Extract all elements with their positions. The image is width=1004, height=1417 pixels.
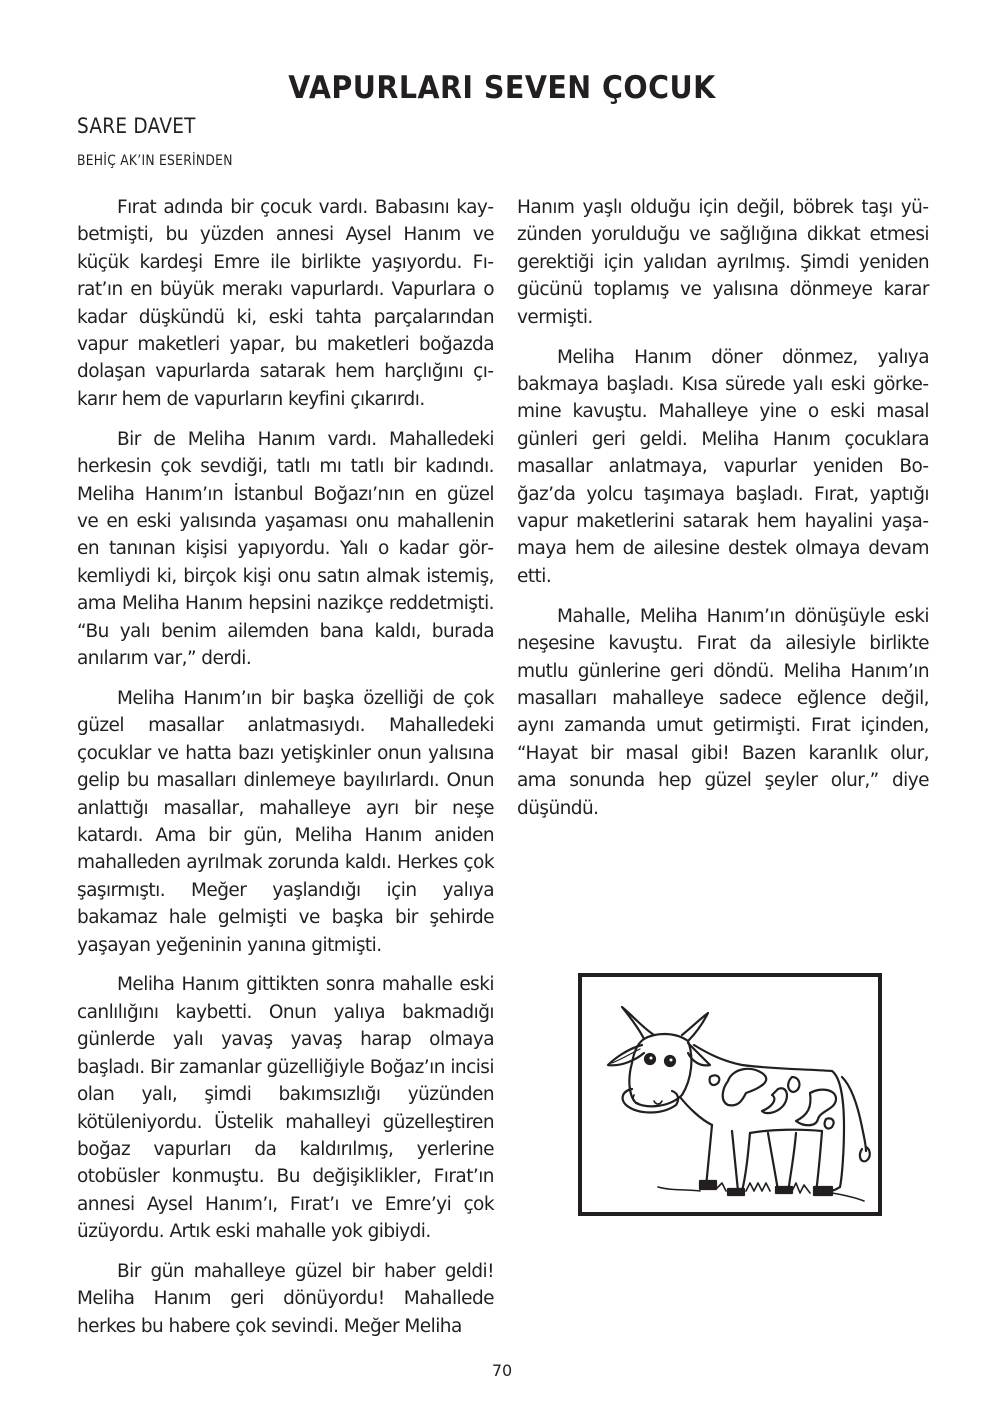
cow-illustration-frame [578, 973, 882, 1216]
paragraph-continued: Hanım yaşlı olduğu için değil, böbrek taşı yüzünden yorulduğu ve sağlığına dikkat etmesi gerektiği için yalıdan ayrılmış. Şimdi yeniden gücünü toplamış ve yalısına dönmeye karar vermişti. [517, 197, 929, 328]
page-number: 70 [491, 1361, 513, 1380]
text-column-left [77, 194, 494, 1353]
text-column-right [517, 194, 929, 834]
paragraph: Fırat adında bir çocuk vardı. Babasını kaybetmişti, bu yüzden annesi Aysel Hanım ve küçük kardeşi Emre ile birlikte yaşıyordu. Fırat’ın en büyük merakı vapurlardı. Vapurlara o kadar düşkündü ki, eski tahta parçalarından vapur maketleri yapar, bu maketleri boğazda dolaşan vapurlarda satarak hem harçlığını çıkarır hem de vapurların keyfini çıkarırdı. [77, 197, 494, 410]
paragraph: Meliha Hanım gittikten sonra mahalle eski canlılığını kaybetti. Onun yalıya bakmadığı günlerde yalı yavaş yavaş harap olmaya başladı. Bir zamanlar güzelliğiyle Boğaz’ın incisi olan yalı, şimdi bakımsızlığı yüzünden kötüleniyordu. Üstelik mahalleyi güzelleştiren boğaz vapurları da kaldırılmış, yerlerine otobüsler konmuştu. Bu değişiklikler, Fırat’ın annesi Aysel Hanım’ı, Fırat’ı ve Emre’yi çok üzüyordu. Artık eski mahalle yok gibiydi. [77, 974, 494, 1243]
paragraph: Meliha Hanım döner dönmez, yalıya bakmaya başladı. Kısa sürede yalı eski görkemine kavuştu. Mahalleye yine o eski masal günleri geri geldi. Meliha Hanım çocuklara masallar anlatmaya, vapurlar yeniden Boğaz’da yolcu taşımaya başladı. Fırat, yaptığı vapur maketlerini satarak hem hayalini yaşamaya hem de ailesine destek olmaya devam etti. [517, 346, 929, 587]
paragraph: Bir gün mahalleye güzel bir haber geldi! Meliha Hanım geri dönüyordu! Mahallede herkes bu habere çok sevindi. Meğer Meliha [77, 1261, 494, 1337]
story-title: VAPURLARI SEVEN ÇOCUK [288, 70, 716, 106]
paragraph: Meliha Hanım’ın bir başka özelliği de çok güzel masallar anlatmasıydı. Mahalledeki çocuklar ve hatta bazı yetişkinler onun yalısına gelip bu masalları dinlemeye bayılırlardı. Onun anlattığı masallar, mahalleye ayrı bir neşe katardı. Ama bir gün, Meliha Hanım aniden mahalleden ayrılmak zorunda kaldı. Herkes çok şaşırmıştı. Meğer yaşlandığı için yalıya bakamaz hale gelmişti ve başka bir şehirde yaşayan yeğeninin yanına gitmişti. [77, 687, 494, 956]
paragraph: Mahalle, Meliha Hanım’ın dönüşüyle eski neşesine kavuştu. Fırat da ailesiyle birlikte mutlu günlerine geri döndü. Meliha Hanım’ın masalları mahalleye sadece eğlence değil, aynı zamanda umut getirmişti. Fırat içinden, “Hayat bir masal gibi! Bazen karanlık olur, ama sonunda hep güzel şeyler olur,” diye düşündü. [517, 605, 929, 819]
cow-drawing-icon [582, 977, 878, 1212]
paragraph: Bir de Meliha Hanım vardı. Mahalledeki herkesin çok sevdiği, tatlı mı tatlı bir kadındı. Meliha Hanım’ın İstanbul Boğazı’nın en güzel ve en eski yalısında yaşaması onu mahallenin en tanınan kişisi yapıyordu. Yalı o kadar görkemliydi ki, birçok kişi onu satın almak istemiş, ama Meliha Hanım hepsini nazikçe reddetmişti. “Bu yalı benim ailemden bana kaldı, burada anılarım var,” derdi. [77, 428, 494, 669]
source-credit: BEHİÇ AK’IN ESERİNDEN [77, 153, 233, 169]
author-name: SARE DAVET [77, 114, 196, 138]
